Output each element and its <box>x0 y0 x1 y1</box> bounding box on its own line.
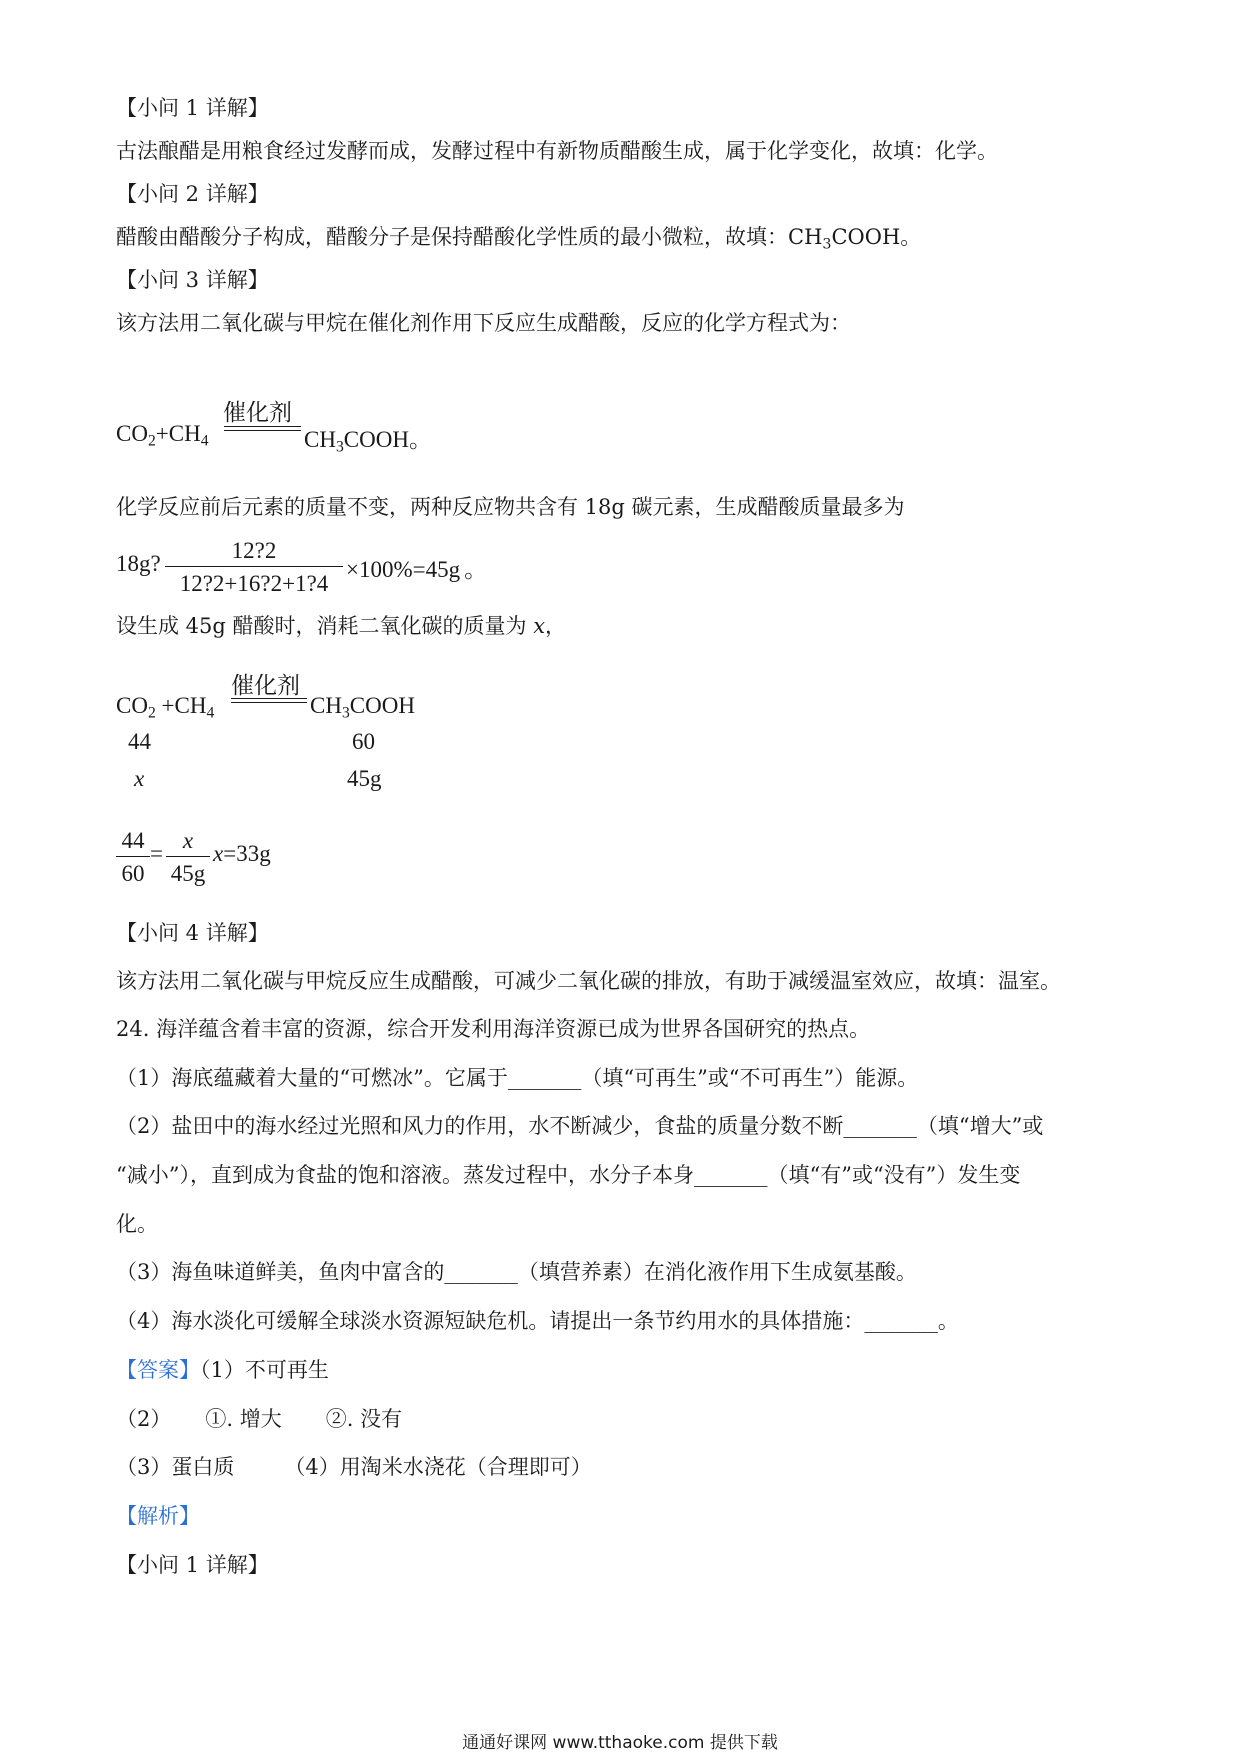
eq2-ch3-sub: 3 <box>341 704 350 722</box>
q2-text-b: COOH。 <box>831 225 922 249</box>
eq1-reactants <box>116 421 209 450</box>
eq2-ch: +CH <box>155 693 207 718</box>
eq2-product <box>310 693 415 722</box>
eq2-given-45g: 45g <box>347 766 382 791</box>
answer-label: 【答案】 <box>116 1358 200 1382</box>
question-24-part-2-line-2: “减小”），直到成为食盐的饱和溶液。蒸发过程中，水分子本身_______（填“有”或“没有”）发生变 <box>116 1163 1021 1187</box>
q1-explanation: 古法酿醋是用粮食经过发酵而成，发酵过程中有新物质醋酸生成，属于化学变化，故填：化学。 <box>116 139 998 163</box>
question-24-part-1: （1）海底蕴藏着大量的“可燃冰”。它属于_______（填“可再生”或“不可再生”）能源。 <box>116 1066 919 1090</box>
calc-numerator: 12?2 <box>231 538 277 563</box>
eq2-co: CO <box>116 693 148 718</box>
eq2-ch-sub: 4 <box>206 704 215 722</box>
eq1-equals-bar <box>224 426 301 431</box>
question-24-part-4: （4）海水淡化可缓解全球淡水资源短缺危机。请提出一条节约用水的具体措施：_______。 <box>116 1309 959 1333</box>
heading-q3: 【小问 3 详解】 <box>116 268 269 292</box>
calc-fraction <box>165 536 343 601</box>
q3-explanation-2: 化学反应前后元素的质量不变，两种反应物共含有 18g 碳元素，生成醋酸质量最多为 <box>116 495 905 519</box>
eq2-equals-bar <box>231 698 307 703</box>
heading-q4: 【小问 4 详解】 <box>116 921 269 945</box>
question-24-stem: 24. 海洋蕴含着丰富的资源，综合开发利用海洋资源已成为世界各国研究的热点。 <box>116 1017 871 1041</box>
q3-explanation: 该方法用二氧化碳与甲烷在催化剂作用下反应生成醋酸，反应的化学方程式为： <box>116 311 851 335</box>
answer-line-3 <box>116 1452 592 1482</box>
answer-line-2 <box>116 1404 402 1434</box>
answer-4: （4）用淘米水浇花（合理即可） <box>284 1455 592 1479</box>
prop-equals: = <box>150 841 163 866</box>
heading-q1: 【小问 1 详解】 <box>116 96 269 120</box>
prop-result-value: =33g <box>223 841 271 866</box>
q3-text3-x: x <box>533 614 546 638</box>
q2-subscript: 3 <box>822 236 832 253</box>
answer-2-first: ①. 增大 <box>205 1407 282 1431</box>
question-24-part-3: （3）海鱼味道鲜美，鱼肉中富含的_______（填营养素）在消化液作用下生成氨基酸。 <box>116 1260 917 1284</box>
page-footer: 通通好课网 www.tthaoke.com 提供下载 <box>462 1733 778 1753</box>
q3-text3-a: 设生成 45g 醋酸时，消耗二氧化碳的质量为 <box>116 614 534 638</box>
eq1-catalyst-label: 催化剂 <box>223 400 292 425</box>
eq2-mass-acid: 60 <box>352 729 375 754</box>
eq2-unknown-x: x <box>134 766 145 791</box>
answer-2-label: （2） <box>116 1407 172 1431</box>
eq2-cooh: COOH <box>349 693 415 718</box>
q2-text-a: 醋酸由醋酸分子构成，醋酸分子是保持醋酸化学性质的最小微粒，故填：CH <box>116 225 823 249</box>
eq1-end: 。 <box>408 427 432 452</box>
prop-result <box>213 841 271 867</box>
prop-fraction-2 <box>166 826 210 891</box>
answer-line-1 <box>116 1355 329 1385</box>
eq1-product <box>304 421 432 454</box>
eq1-co-sub: 2 <box>147 432 156 450</box>
calc-end: 。 <box>464 557 488 582</box>
eq1-co: CO <box>116 421 148 446</box>
heading-analysis-q1: 【小问 1 详解】 <box>116 1553 269 1577</box>
eq2-reactants <box>116 693 215 722</box>
eq1-cooh: COOH <box>343 427 409 452</box>
prop-num2: x <box>182 828 194 853</box>
eq1-ch: +CH <box>155 421 201 446</box>
q4-explanation: 该方法用二氧化碳与甲烷反应生成醋酸，可减少二氧化碳的排放，有助于减缓温室效应，故填：温室。 <box>116 969 1061 993</box>
answer-3: （3）蛋白质 <box>116 1455 235 1479</box>
eq2-co-sub: 2 <box>147 704 156 722</box>
prop-fraction-1 <box>116 826 150 891</box>
eq2-catalyst-label: 催化剂 <box>231 673 300 698</box>
eq2-ch3: CH <box>310 693 342 718</box>
heading-q2: 【小问 2 详解】 <box>116 182 269 206</box>
prop-result-x: x <box>213 841 224 866</box>
calc-tail <box>346 551 487 584</box>
eq2-mass-co2: 44 <box>128 729 151 754</box>
answer-1: （1）不可再生 <box>200 1358 329 1382</box>
q3-text3-b: ， <box>545 614 567 638</box>
analysis-label: 【解析】 <box>116 1504 200 1528</box>
eq1-ch3-sub: 3 <box>335 438 344 456</box>
answer-2-second: ②. 没有 <box>325 1407 403 1431</box>
prop-den1: 60 <box>116 856 150 891</box>
question-24-part-2-line-1: （2）盐田中的海水经过光照和风力的作用，水不断减少，食盐的质量分数不断_______（填“增大”或 <box>116 1114 1044 1138</box>
q3-explanation-3 <box>116 611 566 641</box>
eq1-ch3: CH <box>304 427 336 452</box>
calc-denominator: 12?2+16?2+1?4 <box>165 566 343 601</box>
calc-lead: 18g? <box>116 551 161 576</box>
prop-num1: 44 <box>121 828 145 853</box>
q2-explanation <box>116 222 921 252</box>
prop-den2: 45g <box>166 856 210 891</box>
calc-result: ×100%=45g <box>346 557 461 582</box>
question-24-part-2-line-3: 化。 <box>116 1212 158 1236</box>
eq1-ch-sub: 4 <box>200 432 209 450</box>
